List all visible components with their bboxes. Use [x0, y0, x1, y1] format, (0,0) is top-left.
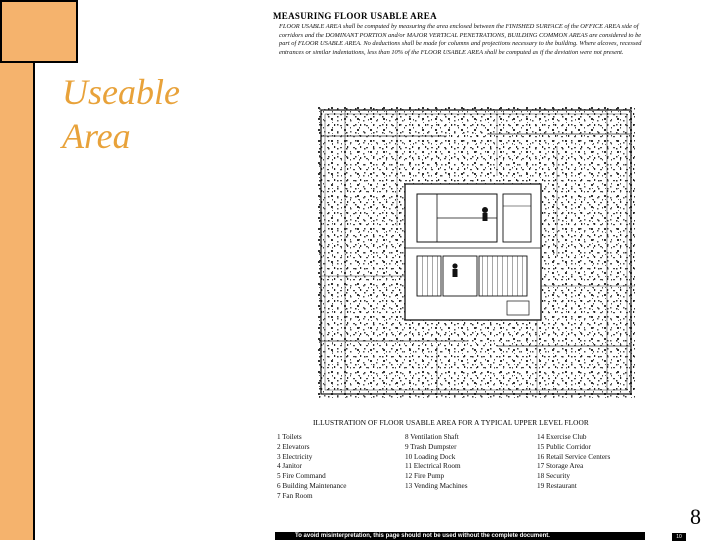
top-accent-square: [0, 0, 78, 63]
legend-item: 1 Toilets: [277, 433, 302, 441]
legend-item: 10 Loading Dock: [405, 452, 456, 461]
legend-column-3: [537, 433, 610, 492]
legend-item: 5 Fire Command: [277, 472, 326, 481]
legend-item: 12 Fire Pump: [405, 472, 445, 481]
legend-item: 16 Retail Service Centers: [537, 452, 611, 461]
legend-item: 8 Ventilation Shaft: [405, 433, 459, 441]
illustration-caption: ILLUSTRATION OF FLOOR USABLE AREA FOR A TYPICAL UPPER LEVEL FLOOR: [313, 418, 589, 427]
legend-column-1: [277, 433, 346, 502]
legend-item: 7 Fan Room: [277, 491, 313, 500]
legend-item: 13 Vending Machines: [405, 481, 468, 490]
legend-item: 6 Building Maintenance: [277, 481, 347, 490]
footer-page-mark: 10: [672, 533, 686, 541]
legend-item: 18 Security: [537, 472, 570, 481]
legend-item: 15 Public Corridor: [537, 442, 591, 451]
slide-title: [62, 70, 180, 158]
legend-item: 19 Restaurant: [537, 481, 577, 490]
legend-item: 4 Janitor: [277, 462, 302, 471]
legend-item: 3 Electricity: [277, 452, 313, 461]
left-accent-bar: [0, 0, 35, 540]
legend-column-2: [405, 433, 468, 492]
footer-warning-text: To avoid misinterpretation, this page should not be used without the complete document.: [295, 533, 550, 539]
legend-item: 2 Elevators: [277, 442, 310, 451]
document-paragraph: FLOOR USABLE AREA shall be computed by measuring the area enclosed between the FINISHED SURFACE of the OFFICE AREA side of corridors and the DOMINANT PORTION and/or MAJOR VERTICAL PENETRATIONS, BUILDING COMMON AREAS are considered to be part of FLOOR USABLE AREA. No deductions shall be made for columns and projections necessary to the building. Where alcoves, recessed entrances or similar indentations, less than 10% of the FLOOR USABLE AREA shall be computed as if the deviation were not present.: [279, 23, 642, 56]
legend-item: 11 Electrical Room: [405, 462, 461, 471]
legend-item: 17 Storage Area: [537, 462, 584, 471]
document-heading: MEASURING FLOOR USABLE AREA: [273, 11, 437, 21]
slide-page-number: 8: [690, 504, 701, 529]
scanned-document: [265, 8, 682, 540]
slide-title-line-2: Area: [62, 116, 131, 156]
building-core: [405, 184, 541, 320]
slide-title-line-1: Useable: [62, 72, 180, 112]
legend-item: 14 Exercise Club: [537, 433, 587, 441]
legend-item: 9 Trash Dumpster: [405, 442, 457, 451]
floor-plan-illustration: [317, 106, 635, 398]
